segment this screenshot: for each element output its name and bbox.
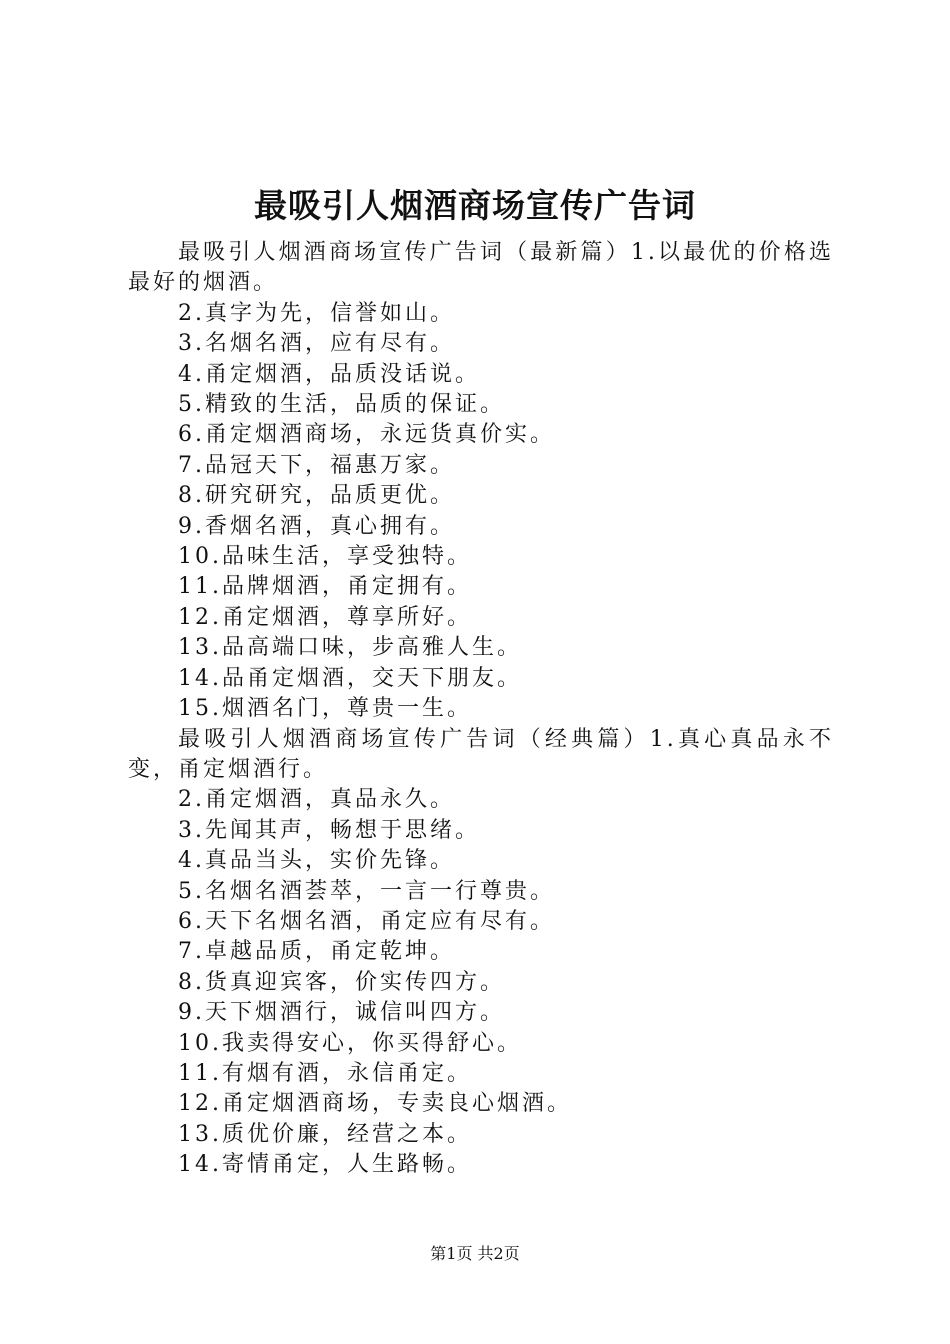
slogan-item: 6.甬定烟酒商场，永远货真价实。 <box>178 422 555 448</box>
slogan-item: 3.名烟名酒，应有尽有。 <box>178 331 455 357</box>
slogan-item: 8.货真迎宾客，价实传四方。 <box>178 969 505 995</box>
slogan-item: 7.卓越品质，甬定乾坤。 <box>178 939 455 965</box>
section-2-intro: 最吸引人烟酒商场宣传广告词（经典篇）1.真心真品永不变，甬定烟酒行。 <box>128 726 834 782</box>
slogan-item: 12.甬定烟酒，尊享所好。 <box>178 604 472 630</box>
slogan-item: 15.烟酒名门，尊贵一生。 <box>178 696 472 722</box>
slogan-item: 11.品牌烟酒，甬定拥有。 <box>178 574 472 600</box>
section-1-intro: 最吸引人烟酒商场宣传广告词（最新篇）1.以最优的价格选最好的烟酒。 <box>128 240 834 296</box>
slogan-item: 4.真品当头，实价先锋。 <box>178 848 455 874</box>
slogan-item: 10.品味生活，享受独特。 <box>178 544 472 570</box>
slogan-item: 7.品冠天下，福惠万家。 <box>178 452 455 478</box>
slogan-item: 6.天下名烟名酒，甬定应有尽有。 <box>178 908 555 934</box>
slogan-item: 5.精致的生活，品质的保证。 <box>178 392 505 418</box>
slogan-item: 4.甬定烟酒，品质没话说。 <box>178 361 480 387</box>
slogan-item: 2.甬定烟酒，真品永久。 <box>178 787 455 813</box>
slogan-item: 5.名烟名酒荟萃，一言一行尊贵。 <box>178 878 555 904</box>
slogan-item: 10.我卖得安心，你买得舒心。 <box>178 1030 522 1056</box>
page-footer: 第1页 共2页 <box>430 1244 520 1263</box>
document-title: 最吸引人烟酒商场宣传广告词 <box>254 186 696 225</box>
slogan-item: 2.真字为先，信誉如山。 <box>178 300 455 326</box>
document-body <box>128 238 834 1181</box>
slogan-item: 14.品甬定烟酒，交天下朋友。 <box>178 665 522 691</box>
slogan-item: 12.甬定烟酒商场，专卖良心烟酒。 <box>178 1091 572 1117</box>
slogan-item: 8.研究研究，品质更优。 <box>178 483 455 509</box>
slogan-item: 9.香烟名酒，真心拥有。 <box>178 513 455 539</box>
slogan-item: 14.寄情甬定，人生路畅。 <box>178 1152 472 1178</box>
slogan-item: 13.质优价廉，经营之本。 <box>178 1121 472 1147</box>
slogan-item: 3.先闻其声，畅想于思绪。 <box>178 817 480 843</box>
slogan-item: 11.有烟有酒，永信甬定。 <box>178 1060 472 1086</box>
slogan-item: 9.天下烟酒行，诚信叫四方。 <box>178 1000 505 1026</box>
slogan-item: 13.品高端口味，步高雅人生。 <box>178 635 522 661</box>
